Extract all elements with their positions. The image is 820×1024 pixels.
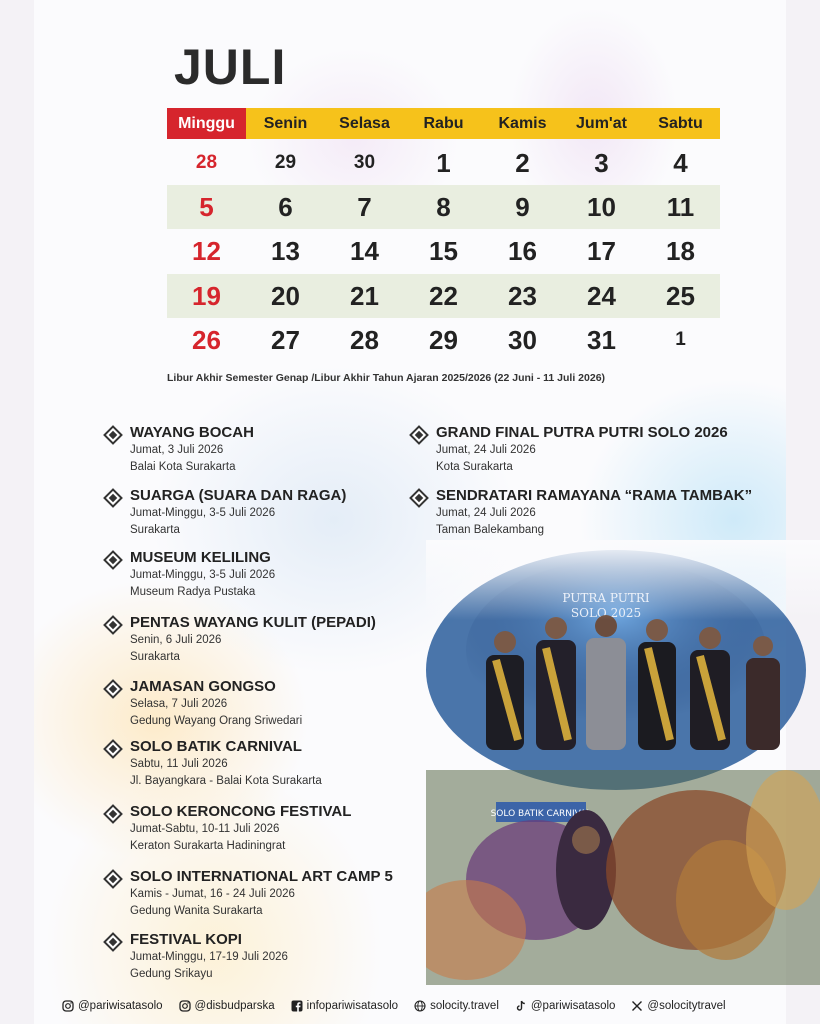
event-date: Jumat-Minggu, 17-19 Juli 2026 <box>130 951 288 963</box>
day-cell: 3 <box>594 147 609 178</box>
event-title: MUSEUM KELILING <box>130 549 271 566</box>
diamond-bullet-icon <box>103 550 123 570</box>
holiday-note: Libur Akhir Semester Genap /Libur Akhir Tahun Ajaran 2025/2026 (22 Juni - 11 Juli 2026) <box>167 372 606 384</box>
weekday-sunday: Minggu <box>167 108 246 139</box>
event-place: Kota Surakarta <box>436 461 513 473</box>
day-cell: 7 <box>357 191 372 222</box>
event-photo-illustration <box>426 540 820 985</box>
weekday-header <box>167 108 720 139</box>
day-cell: 12 <box>192 235 221 266</box>
weekday-monday: Senin <box>246 108 325 139</box>
day-cell: 10 <box>587 191 616 222</box>
event-title: SOLO KERONCONG FESTIVAL <box>130 803 352 820</box>
day-cell: 25 <box>666 280 695 311</box>
event-place: Gedung Srikayu <box>130 968 213 980</box>
day-cell: 27 <box>271 324 300 355</box>
event-place: Museum Radya Pustaka <box>130 586 256 598</box>
day-cell: 30 <box>353 152 376 173</box>
day-cell: 1 <box>436 147 451 178</box>
social-label: @disbudparska <box>194 1000 275 1012</box>
event-date: Jumat-Minggu, 3-5 Juli 2026 <box>130 569 276 581</box>
event-place: Taman Balekambang <box>436 524 545 536</box>
weekday-tuesday: Selasa <box>325 108 404 139</box>
diamond-bullet-icon <box>409 488 429 508</box>
social-label: @solocitytravel <box>647 1000 726 1012</box>
day-cell: 29 <box>274 152 297 173</box>
month-title: JULI <box>174 39 287 95</box>
social-instagram-pariwisatasolo[interactable] <box>62 1000 163 1012</box>
day-cell: 13 <box>271 235 300 266</box>
event-title: SOLO INTERNATIONAL ART CAMP 5 <box>130 868 393 885</box>
event-date: Jumat, 24 Juli 2026 <box>436 444 536 456</box>
event-date: Jumat-Minggu, 3-5 Juli 2026 <box>130 507 276 519</box>
diamond-bullet-icon <box>103 679 123 699</box>
diamond-bullet-icon <box>409 425 429 445</box>
social-x[interactable] <box>631 1000 725 1012</box>
event-date: Kamis - Jumat, 16 - 24 Juli 2026 <box>130 888 295 900</box>
facebook-icon <box>291 1000 303 1012</box>
day-cell: 23 <box>508 280 537 311</box>
instagram-icon <box>179 1000 191 1012</box>
day-cell: 8 <box>436 191 451 222</box>
social-instagram-disbudparska[interactable] <box>179 1000 275 1012</box>
day-cell: 21 <box>350 280 379 311</box>
event-place: Gedung Wanita Surakarta <box>130 905 263 917</box>
day-cell: 22 <box>429 280 458 311</box>
day-cell: 24 <box>587 280 616 311</box>
event-title: WAYANG BOCAH <box>130 424 254 441</box>
event-date: Jumat, 24 Juli 2026 <box>436 507 536 519</box>
x-icon <box>631 1000 643 1012</box>
event-place: Balai Kota Surakarta <box>130 461 236 473</box>
day-cell: 14 <box>350 235 379 266</box>
event-date: Senin, 6 Juli 2026 <box>130 634 222 646</box>
weekday-friday: Jum'at <box>562 108 641 139</box>
event-title: JAMASAN GONGSO <box>130 678 276 695</box>
day-cell: 30 <box>508 324 537 355</box>
day-cell: 2 <box>515 147 530 178</box>
event-date: Jumat-Sabtu, 10-11 Juli 2026 <box>130 823 280 835</box>
globe-icon <box>414 1000 426 1012</box>
day-cell: 29 <box>429 324 458 355</box>
day-cell: 4 <box>673 147 688 178</box>
event-title: SOLO BATIK CARNIVAL <box>130 738 302 755</box>
diamond-bullet-icon <box>103 739 123 759</box>
social-tiktok[interactable] <box>515 1000 616 1012</box>
event-place: Surakarta <box>130 524 180 536</box>
social-label: solocity.travel <box>430 1000 499 1012</box>
day-cell: 17 <box>587 235 616 266</box>
social-label: @pariwisatasolo <box>530 1000 616 1012</box>
day-cell: 1 <box>675 329 686 350</box>
event-date: Sabtu, 11 Juli 2026 <box>130 758 228 770</box>
event-place: Keraton Surakarta Hadiningrat <box>130 840 286 852</box>
day-cell: 6 <box>278 191 293 222</box>
event-title: FESTIVAL KOPI <box>130 931 242 948</box>
event-place: Surakarta <box>130 651 180 663</box>
day-cell: 20 <box>271 280 300 311</box>
weekday-thursday: Kamis <box>483 108 562 139</box>
diamond-bullet-icon <box>103 615 123 635</box>
week-row <box>167 274 720 318</box>
event-title: SUARGA (SUARA DAN RAGA) <box>130 487 347 504</box>
day-cell: 19 <box>192 280 221 311</box>
event-photo-collage <box>426 540 820 985</box>
day-cell: 15 <box>429 235 458 266</box>
tiktok-icon <box>515 1000 527 1012</box>
day-cell: 16 <box>508 235 537 266</box>
social-website[interactable] <box>414 1000 499 1012</box>
event-place: Gedung Wayang Orang Sriwedari <box>130 715 303 727</box>
instagram-icon <box>62 1000 74 1012</box>
week-row <box>167 229 720 273</box>
event-place: Jl. Bayangkara - Balai Kota Surakarta <box>130 775 322 787</box>
weekday-saturday: Sabtu <box>641 108 720 139</box>
diamond-bullet-icon <box>103 804 123 824</box>
calendar-poster <box>34 0 786 1024</box>
event-date: Jumat, 3 Juli 2026 <box>130 444 224 456</box>
diamond-bullet-icon <box>103 425 123 445</box>
day-cell: 26 <box>192 324 221 355</box>
week-row <box>167 141 720 185</box>
event-date: Selasa, 7 Juli 2026 <box>130 698 228 710</box>
social-facebook[interactable] <box>291 1000 398 1012</box>
diamond-bullet-icon <box>103 869 123 889</box>
diamond-bullet-icon <box>103 932 123 952</box>
day-cell: 28 <box>195 152 218 173</box>
social-label: infopariwisatasolo <box>306 1000 399 1012</box>
day-cell: 31 <box>587 324 616 355</box>
week-row <box>167 185 720 229</box>
day-cell: 11 <box>666 191 695 222</box>
day-cell: 5 <box>199 191 214 222</box>
event-title: GRAND FINAL PUTRA PUTRI SOLO 2026 <box>436 424 728 441</box>
day-cell: 28 <box>350 324 379 355</box>
event-title: PENTAS WAYANG KULIT (PEPADI) <box>130 614 376 631</box>
social-footer <box>62 996 762 1016</box>
day-cell: 9 <box>515 191 530 222</box>
event-title: SENDRATARI RAMAYANA “RAMA TAMBAK” <box>436 487 753 504</box>
diamond-bullet-icon <box>103 488 123 508</box>
weekday-wednesday: Rabu <box>404 108 483 139</box>
social-label: @pariwisatasolo <box>78 1000 163 1012</box>
day-cell: 18 <box>666 235 695 266</box>
week-row <box>167 318 720 362</box>
